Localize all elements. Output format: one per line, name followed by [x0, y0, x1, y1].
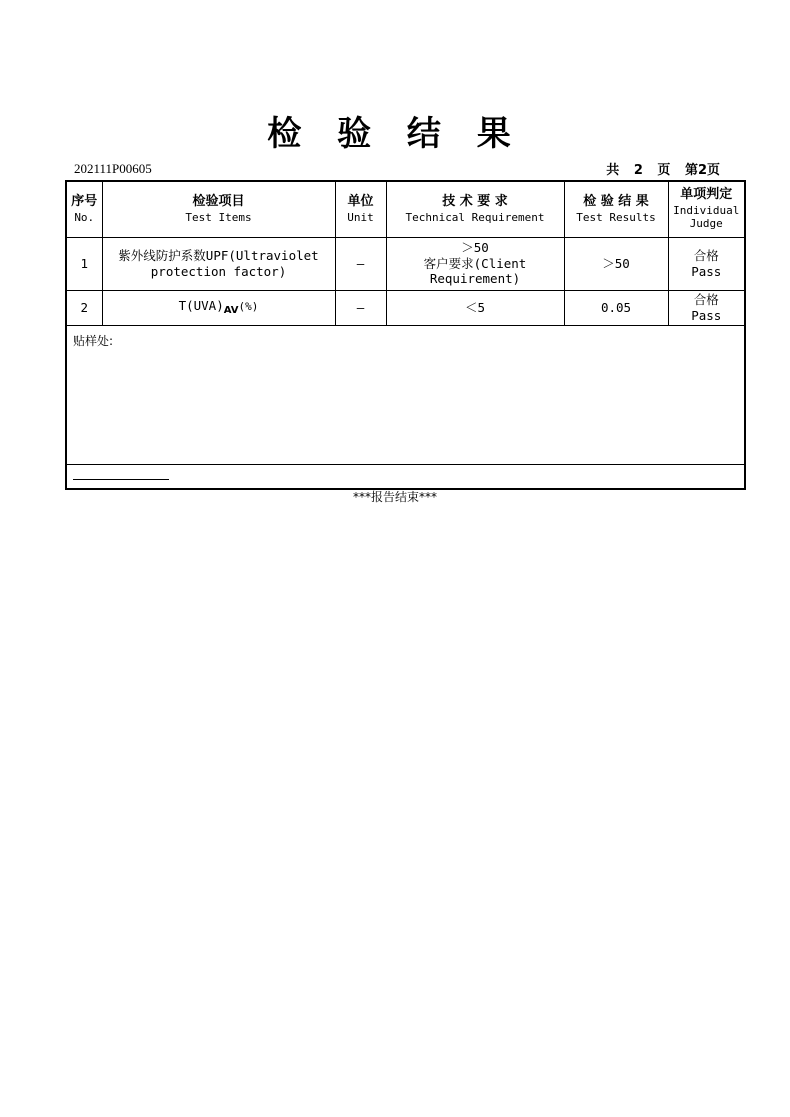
row-requirement: [386, 237, 564, 290]
row-unit: —: [335, 290, 386, 325]
row-unit: —: [335, 237, 386, 290]
item-sub: AV: [223, 304, 239, 316]
page-title: 检 验 结 果: [267, 114, 523, 154]
row-test-item: [102, 290, 335, 325]
row-result: 0.05: [564, 290, 668, 325]
sample-area: [66, 325, 745, 464]
row-no: 2: [66, 290, 102, 325]
header-requirement: 技 术 要 求 Technical Requirement: [386, 181, 564, 237]
page-total: 2: [633, 163, 643, 178]
header-judge: 单项判定 Individual Judge: [668, 181, 745, 237]
page-info: [596, 159, 720, 178]
signature-row: [66, 464, 745, 489]
row-judge: [668, 237, 745, 290]
requirement-value: ＞50: [461, 240, 489, 256]
results-table: [65, 180, 746, 490]
row-test-item: 紫外线防护系数UPF(Ultraviolet protection factor): [102, 237, 335, 290]
page-total-label: 共: [606, 163, 620, 178]
page-current: 第2页: [684, 163, 720, 178]
header-results: 检 验 结 果 Test Results: [564, 181, 668, 237]
row-judge: [668, 290, 745, 325]
row-no: 1: [66, 237, 102, 290]
judge-cn: 合格: [693, 291, 719, 307]
row-result: ＞50: [564, 237, 668, 290]
judge-cn: 合格: [693, 247, 719, 263]
page-unit: 页: [657, 163, 671, 178]
table-header-row: [66, 181, 745, 237]
header-test-items: 检验项目 Test Items: [102, 181, 335, 237]
report-number: 202111P00605: [74, 161, 152, 176]
item-main: T(UVA): [178, 297, 224, 313]
judge-en: Pass: [691, 263, 722, 279]
table-row: [66, 237, 745, 290]
requirement-note: 客户要求(Client Requirement): [423, 255, 527, 287]
sample-area-row: [66, 325, 745, 464]
report-end-note: ***报告结束***: [352, 490, 437, 504]
sample-label: 贴样处:: [73, 333, 114, 348]
row-requirement: ＜5: [386, 290, 564, 325]
header-unit: 单位 Unit: [335, 181, 386, 237]
item-suffix: (%): [238, 299, 259, 313]
table-row: [66, 290, 745, 325]
header-no: 序号 No.: [66, 181, 102, 237]
judge-en: Pass: [691, 307, 722, 323]
signature-area: [66, 464, 745, 489]
signature-line: [73, 479, 169, 480]
